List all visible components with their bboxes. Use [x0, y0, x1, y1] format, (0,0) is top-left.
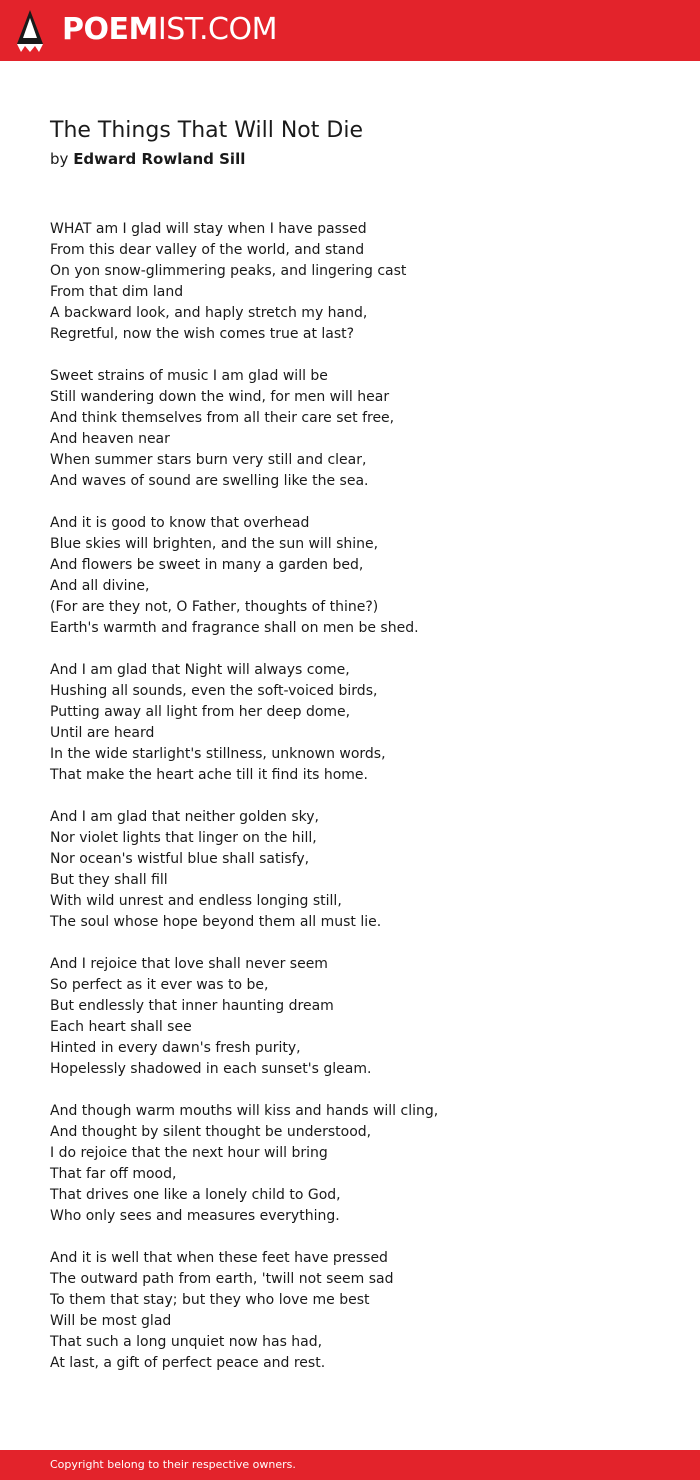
poem-line: WHAT am I glad will stay when I have passed	[50, 221, 367, 237]
poem-line: Sweet strains of music I am glad will be	[50, 368, 328, 384]
author-name[interactable]: Edward Rowland Sill	[73, 150, 246, 168]
poem-line: Putting away all light from her deep dome,	[50, 704, 351, 720]
poem-line: And it is good to know that overhead	[50, 515, 310, 531]
poem-line: But they shall fill	[50, 872, 168, 888]
poem-line: (For are they not, O Father, thoughts of thine?)	[50, 599, 379, 615]
poem-line: And I am glad that neither golden sky,	[50, 809, 319, 825]
poem-line: When summer stars burn very still and clear,	[50, 452, 367, 468]
poem-body	[50, 219, 670, 1395]
poem-line: The soul whose hope beyond them all must lie.	[50, 914, 382, 930]
poem-line: But endlessly that inner haunting dream	[50, 998, 334, 1014]
poem-line: Blue skies will brighten, and the sun will shine,	[50, 536, 379, 552]
poem-line: And it is well that when these feet have pressed	[50, 1250, 388, 1266]
poem-line: So perfect as it ever was to be,	[50, 977, 269, 993]
poem-line: That drives one like a lonely child to God,	[50, 1187, 341, 1203]
poem-title: The Things That Will Not Die	[50, 118, 363, 143]
poem-line: And I rejoice that love shall never seem	[50, 956, 328, 972]
poem-line: Who only sees and measures everything.	[50, 1208, 340, 1224]
copyright-notice: Copyright belong to their respective owners.	[50, 1458, 296, 1471]
poem-line: That far off mood,	[50, 1166, 177, 1182]
poem-line: And though warm mouths will kiss and hands will cling,	[50, 1103, 439, 1119]
poem-line: Nor violet lights that linger on the hill,	[50, 830, 317, 846]
poem-line: Until are heard	[50, 725, 155, 741]
poem-line: Hushing all sounds, even the soft-voiced birds,	[50, 683, 378, 699]
site-footer	[0, 1450, 700, 1480]
stanza	[50, 660, 670, 786]
poem-line: From that dim land	[50, 284, 184, 300]
poem-line: And all divine,	[50, 578, 150, 594]
poem-line: And heaven near	[50, 431, 170, 447]
poem-line: That make the heart ache till it find its home.	[50, 767, 368, 783]
logo-bold-text: POEM	[62, 12, 158, 47]
poem-line: From this dear valley of the world, and stand	[50, 242, 365, 258]
poem-line: To them that stay; but they who love me best	[50, 1292, 370, 1308]
stanza	[50, 219, 670, 345]
poem-line: Hopelessly shadowed in each sunset's gleam.	[50, 1061, 372, 1077]
poem-line: I do rejoice that the next hour will bring	[50, 1145, 328, 1161]
poem-line: In the wide starlight's stillness, unknown words,	[50, 746, 386, 762]
stanza	[50, 807, 670, 933]
site-header	[0, 0, 700, 61]
poem-line: With wild unrest and endless longing still,	[50, 893, 342, 909]
poem-line: At last, a gift of perfect peace and rest.	[50, 1355, 326, 1371]
poem-line: That such a long unquiet now has had,	[50, 1334, 323, 1350]
stanza	[50, 1248, 670, 1374]
poem-line: Regretful, now the wish comes true at last?	[50, 326, 355, 342]
poem-line: And thought by silent thought be understood,	[50, 1124, 372, 1140]
stanza	[50, 1101, 670, 1227]
by-prefix: by	[50, 150, 69, 168]
poem-line: And flowers be sweet in many a garden bed,	[50, 557, 364, 573]
poem-line: Nor ocean's wistful blue shall satisfy,	[50, 851, 310, 867]
poem-line: A backward look, and haply stretch my hand,	[50, 305, 368, 321]
poem-line: Still wandering down the wind, for men will hear	[50, 389, 390, 405]
poem-line: The outward path from earth, 'twill not seem sad	[50, 1271, 394, 1287]
stanza	[50, 954, 670, 1080]
poem-line: And think themselves from all their care set free,	[50, 410, 395, 426]
poem-line: Each heart shall see	[50, 1019, 192, 1035]
site-logo[interactable]	[62, 12, 277, 48]
stanza	[50, 513, 670, 639]
poem-line: Will be most glad	[50, 1313, 172, 1329]
poem-line: And waves of sound are swelling like the sea.	[50, 473, 369, 489]
byline	[50, 148, 245, 170]
poem-line: On yon snow-glimmering peaks, and lingering cast	[50, 263, 407, 279]
poem-line: And I am glad that Night will always come,	[50, 662, 350, 678]
stanza	[50, 366, 670, 492]
logo-light-text: IST.COM	[157, 12, 277, 47]
poem-line: Hinted in every dawn's fresh purity,	[50, 1040, 301, 1056]
poem-line: Earth's warmth and fragrance shall on men be shed.	[50, 620, 419, 636]
pencil-icon[interactable]	[17, 10, 43, 52]
